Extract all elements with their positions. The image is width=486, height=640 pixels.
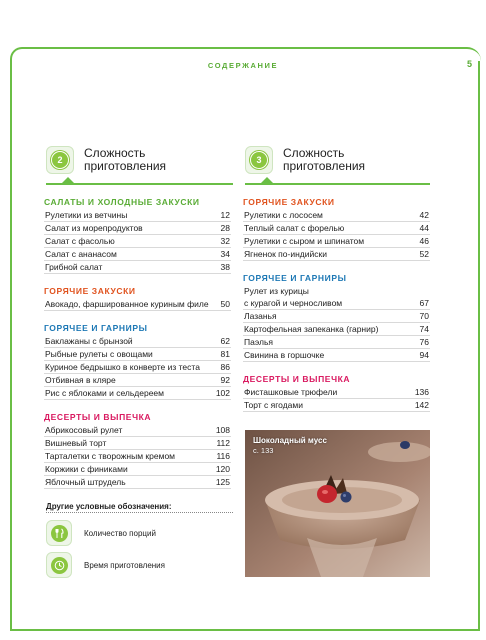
toc-item-name: Рулетики из ветчины: [45, 210, 128, 220]
toc-item-page: 34: [220, 249, 230, 259]
toc-item[interactable]: [44, 235, 231, 248]
toc-item[interactable]: [44, 437, 231, 450]
toc-item-name: Куриное бедрышко в конверте из теста: [45, 362, 200, 372]
toc-item-page: 62: [220, 336, 230, 346]
section-title: ГОРЯЧИЕ ЗАКУСКИ: [44, 286, 136, 296]
toc-item-name: Рулетики с лососем: [244, 210, 323, 220]
legend-title: Другие условные обозначения:: [46, 502, 172, 511]
toc-item-page: 32: [220, 236, 230, 246]
legend-item-time: [46, 552, 165, 578]
toc-item-page: 38: [220, 262, 230, 272]
section-title: САЛАТЫ И ХОЛОДНЫЕ ЗАКУСКИ: [44, 197, 200, 207]
toc-item-name: Грибной салат: [45, 262, 103, 272]
complexity-divider: [245, 183, 430, 185]
toc-item[interactable]: [44, 424, 231, 437]
toc-item-page: 70: [419, 311, 429, 321]
complexity-divider: [46, 183, 233, 185]
toc-item[interactable]: [44, 361, 231, 374]
toc-item-page: 94: [419, 350, 429, 360]
clock-icon: [51, 557, 68, 574]
toc-item-page: 120: [215, 464, 230, 474]
complexity-badge: [245, 146, 273, 174]
toc-column-right: [243, 197, 430, 412]
toc-item[interactable]: [44, 476, 231, 489]
toc-section: [44, 197, 231, 274]
toc-item-page: 116: [216, 451, 230, 461]
section-title: ГОРЯЧЕЕ И ГАРНИРЫ: [44, 323, 148, 333]
toc-item-page: 28: [220, 223, 230, 233]
photo-caption: [253, 436, 327, 456]
cutlery-icon: [51, 525, 68, 542]
toc-item[interactable]: [44, 450, 231, 463]
toc-section: [243, 374, 430, 412]
toc-item-name: Рулет из курицы с курагой и черносливом: [244, 286, 343, 308]
legend-label: Количество порций: [84, 528, 156, 538]
toc-item[interactable]: [44, 387, 231, 400]
toc-item-name: Салат с фасолью: [45, 236, 115, 246]
section-title: ГОРЯЧЕЕ И ГАРНИРЫ: [243, 273, 347, 283]
toc-item[interactable]: [243, 222, 430, 235]
toc-item[interactable]: [44, 209, 231, 222]
toc-item[interactable]: [44, 463, 231, 476]
photo-caption-title: Шоколадный мусс: [253, 436, 327, 445]
toc-item-page: 125: [215, 477, 230, 487]
toc-section: [44, 323, 231, 400]
toc-item[interactable]: [44, 335, 231, 348]
toc-section: [44, 286, 231, 311]
toc-item[interactable]: [44, 348, 231, 361]
toc-item-page: 86: [220, 362, 230, 372]
page-frame-bottom: [10, 629, 480, 631]
toc-item-name: Паэлья: [244, 337, 273, 347]
toc-item-name: Салат с ананасом: [45, 249, 117, 259]
toc-item[interactable]: [44, 248, 231, 261]
toc-item[interactable]: [243, 285, 430, 310]
toc-item-name: Торт с ягодами: [244, 400, 303, 410]
toc-item-page: 81: [220, 349, 230, 359]
toc-item-page: 67: [419, 298, 429, 308]
legend-icon-box: [46, 552, 72, 578]
legend-item-servings: [46, 520, 156, 546]
section-title: ГОРЯЧИЕ ЗАКУСКИ: [243, 197, 335, 207]
toc-item-page: 12: [220, 210, 230, 220]
toc-item[interactable]: [243, 336, 430, 349]
page-title: СОДЕРЖАНИЕ: [207, 61, 279, 70]
dessert-photo: [245, 430, 430, 577]
toc-item-name: Абрикосовый рулет: [45, 425, 123, 435]
toc-item-name: Яблочный штрудель: [45, 477, 126, 487]
toc-item-name: Баклажаны с брынзой: [45, 336, 133, 346]
toc-item-page: 108: [215, 425, 230, 435]
toc-item[interactable]: [44, 374, 231, 387]
toc-item-name: Рыбные рулеты с овощами: [45, 349, 153, 359]
toc-item-page: 76: [419, 337, 429, 347]
toc-item[interactable]: [243, 386, 430, 399]
toc-section: [44, 412, 231, 489]
complexity-label: Сложность приготовления: [283, 146, 366, 173]
toc-item[interactable]: [243, 248, 430, 261]
toc-item-name: Коржики с финиками: [45, 464, 128, 474]
legend-divider: [46, 512, 233, 513]
toc-item-name: Свинина в горшочке: [244, 350, 325, 360]
toc-section: [243, 197, 430, 261]
toc-item-name: Фисташковые трюфели: [244, 387, 338, 397]
section-title: ДЕСЕРТЫ И ВЫПЕЧКА: [243, 374, 351, 384]
toc-item-page: 102: [215, 388, 230, 398]
toc-item-page: 42: [419, 210, 429, 220]
toc-item-name: Ягненок по-индийски: [244, 249, 327, 259]
toc-item-page: 112: [216, 438, 230, 448]
toc-item-name: Лазанья: [244, 311, 277, 321]
toc-column-left: [44, 197, 231, 489]
toc-item-page: 92: [220, 375, 230, 385]
toc-item-page: 50: [220, 299, 230, 309]
complexity-badge: [46, 146, 74, 174]
toc-item-name: Авокадо, фаршированное куриным филе: [45, 299, 209, 309]
toc-item-name: Салат из морепродуктов: [45, 223, 143, 233]
toc-item-name: Вишневый торт: [45, 438, 107, 448]
toc-item-name: Теплый салат с форелью: [244, 223, 345, 233]
toc-item-name: Отбивная в кляре: [45, 375, 116, 385]
legend-label: Время приготовления: [84, 560, 165, 570]
toc-section: [243, 273, 430, 362]
toc-item[interactable]: [44, 261, 231, 274]
page-number: 5: [466, 59, 472, 69]
toc-item-page: 44: [419, 223, 429, 233]
photo-caption-page: с. 133: [253, 446, 274, 455]
toc-item[interactable]: [243, 209, 430, 222]
toc-item[interactable]: [44, 222, 231, 235]
complexity-header-2: [46, 146, 166, 174]
toc-item-page: 142: [414, 400, 429, 410]
toc-item[interactable]: [243, 399, 430, 412]
toc-item-name: Рулетики с сыром и шпинатом: [244, 236, 365, 246]
toc-item-page: 74: [419, 324, 429, 334]
toc-item-name: Картофельная запеканка (гарнир): [244, 324, 379, 334]
toc-item[interactable]: [243, 310, 430, 323]
toc-item-page: 136: [414, 387, 429, 397]
toc-item-page: 46: [419, 236, 429, 246]
toc-item[interactable]: [243, 323, 430, 336]
legend-icon-box: [46, 520, 72, 546]
complexity-level-icon: 3: [250, 151, 268, 169]
toc-item-page: 52: [419, 249, 429, 259]
toc-item-name: Тарталетки с творожным кремом: [45, 451, 176, 461]
complexity-label: Сложность приготовления: [84, 146, 167, 173]
section-title: ДЕСЕРТЫ И ВЫПЕЧКА: [44, 412, 152, 422]
toc-item[interactable]: [243, 349, 430, 362]
toc-item[interactable]: [44, 298, 231, 311]
toc-item[interactable]: [243, 235, 430, 248]
toc-item-name: Рис с яблоками и сельдереем: [45, 388, 165, 398]
complexity-header-3: [245, 146, 365, 174]
complexity-level-icon: 2: [51, 151, 69, 169]
page-frame-right: [478, 61, 480, 631]
